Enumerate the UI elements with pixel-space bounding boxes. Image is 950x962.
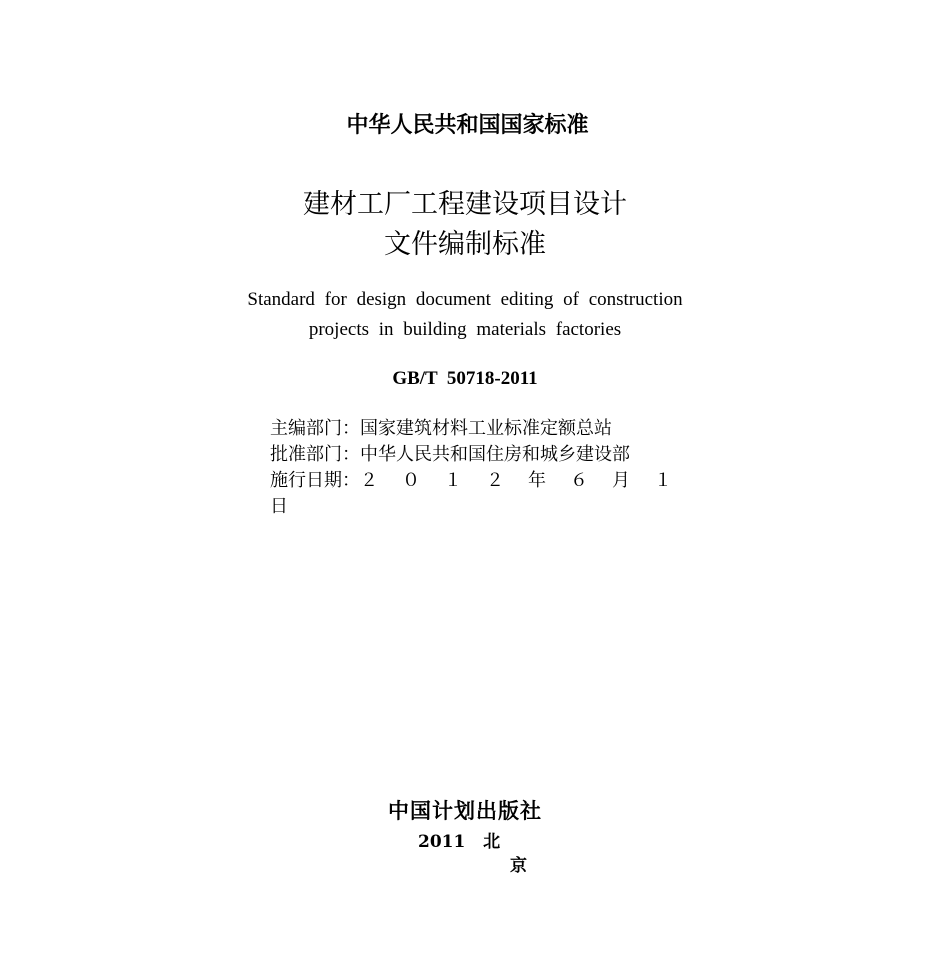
english-title-line-1: Standard for design document editing of construction <box>247 289 683 310</box>
standard-code: GB/T 50718-2011 <box>392 368 538 389</box>
editor-value: 国家建筑材料工业标准定额总站 <box>360 418 612 439</box>
date-char: ６ <box>570 470 588 491</box>
english-title <box>0 285 930 345</box>
document-title-line-2: 文件编制标准 <box>384 229 546 260</box>
effective-date-value <box>360 470 672 491</box>
date-char: ２ <box>360 470 378 491</box>
date-char: 月 <box>612 470 630 491</box>
document-title <box>0 185 930 265</box>
editor-label: 主编部门： <box>270 418 360 439</box>
effective-date-day-char: 日 <box>270 496 288 517</box>
document-title-line-1: 建材工厂工程建设项目设计 <box>303 189 627 220</box>
publication-year-place: 2011 北 <box>418 832 501 852</box>
editor-row <box>270 416 670 442</box>
date-char: １ <box>444 470 462 491</box>
date-char: １ <box>654 470 672 491</box>
national-standard-heading: 中华人民共和国国家标准 <box>346 113 589 138</box>
approver-label: 批准部门： <box>270 444 360 465</box>
effective-date-label: 施行日期： <box>270 470 360 491</box>
publisher-name: 中国计划出版社 <box>388 799 542 823</box>
date-char: ０ <box>402 470 420 491</box>
effective-date-row <box>270 468 670 520</box>
date-char: 年 <box>528 470 546 491</box>
date-char: ２ <box>486 470 504 491</box>
approver-value: 中华人民共和国住房和城乡建设部 <box>360 444 630 465</box>
approver-row <box>270 442 670 468</box>
publication-place-continued: 京 <box>510 856 527 876</box>
standard-metadata <box>270 416 670 520</box>
english-title-line-2: projects in building materials factories <box>308 319 622 340</box>
